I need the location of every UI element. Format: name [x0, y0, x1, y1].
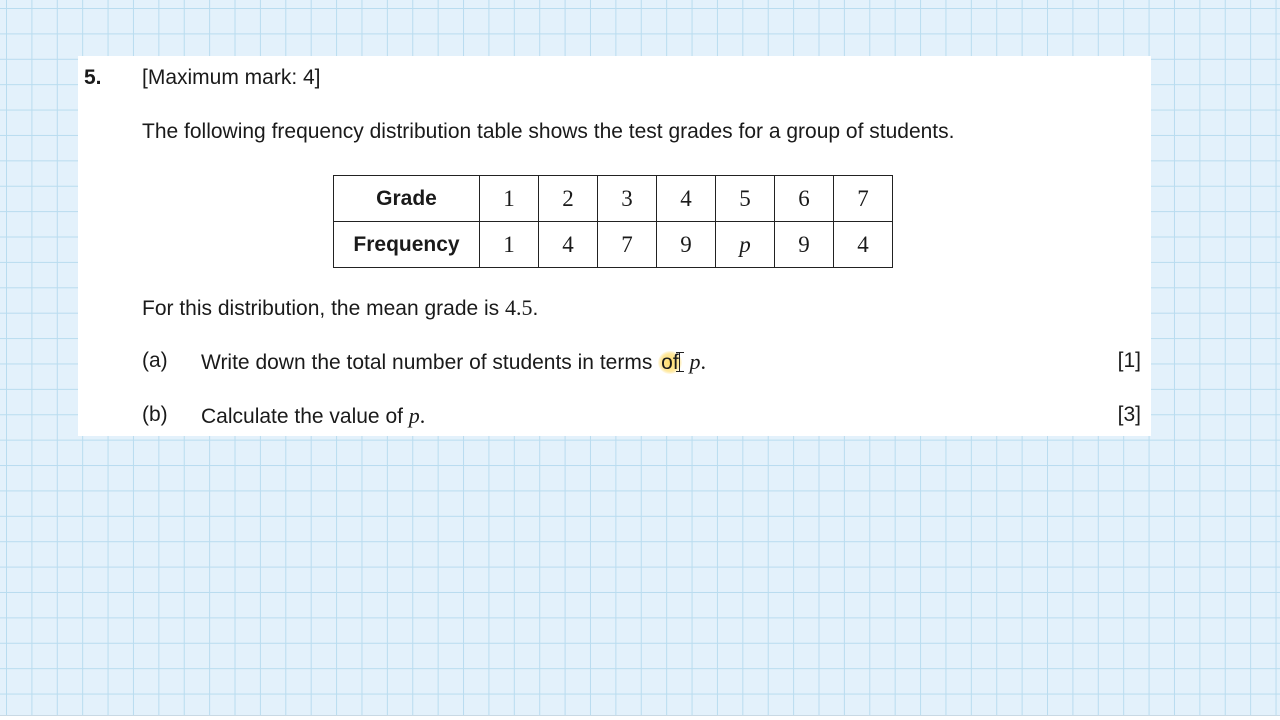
grade-cell: 5 — [716, 176, 775, 222]
part-b-label: (b) — [142, 403, 168, 426]
mean-statement-text: For this distribution, the mean grade is — [142, 297, 506, 320]
question-number: 5. — [84, 66, 102, 89]
part-a-marks: [1] — [1117, 349, 1141, 372]
part-b-marks: [3] — [1117, 403, 1141, 426]
grade-cell: 3 — [598, 176, 657, 222]
frequency-cell: 9 — [657, 222, 716, 268]
grade-cell: 6 — [775, 176, 834, 222]
grade-header: Grade — [334, 176, 480, 222]
mean-statement — [142, 295, 538, 321]
frequency-table — [333, 175, 893, 268]
frequency-header: Frequency — [334, 222, 480, 268]
question-intro: The following frequency distribution table shows the test grades for a group of students. — [142, 120, 955, 143]
grade-cell: 7 — [834, 176, 893, 222]
bottom-divider — [0, 715, 1280, 720]
text-cursor-icon — [676, 351, 684, 373]
frequency-cell: 1 — [480, 222, 539, 268]
mean-value: 4.5 — [505, 295, 533, 320]
grade-cell: 4 — [657, 176, 716, 222]
part-b-text-before: Calculate the value of — [201, 405, 409, 428]
part-b-text — [201, 403, 425, 429]
maximum-mark: [Maximum mark: 4] — [142, 66, 321, 89]
frequency-cell: 7 — [598, 222, 657, 268]
part-a-text — [201, 349, 706, 375]
exam-question-sheet — [78, 56, 1151, 436]
part-a-end: . — [700, 349, 707, 374]
part-b-end: . — [419, 403, 426, 428]
frequency-cell: 9 — [775, 222, 834, 268]
part-b-variable: p — [408, 403, 420, 428]
grade-cell: 2 — [539, 176, 598, 222]
mean-statement-end: . — [532, 297, 539, 320]
part-a-text-before: Write down the total number of students in terms — [201, 351, 659, 374]
frequency-cell-unknown: p — [716, 222, 775, 268]
grade-row — [334, 176, 893, 222]
part-a-label: (a) — [142, 349, 168, 372]
highlighted-word: of — [658, 351, 682, 374]
frequency-row — [334, 222, 893, 268]
part-a-variable: p — [689, 349, 701, 374]
frequency-cell: 4 — [539, 222, 598, 268]
frequency-cell: 4 — [834, 222, 893, 268]
grade-cell: 1 — [480, 176, 539, 222]
